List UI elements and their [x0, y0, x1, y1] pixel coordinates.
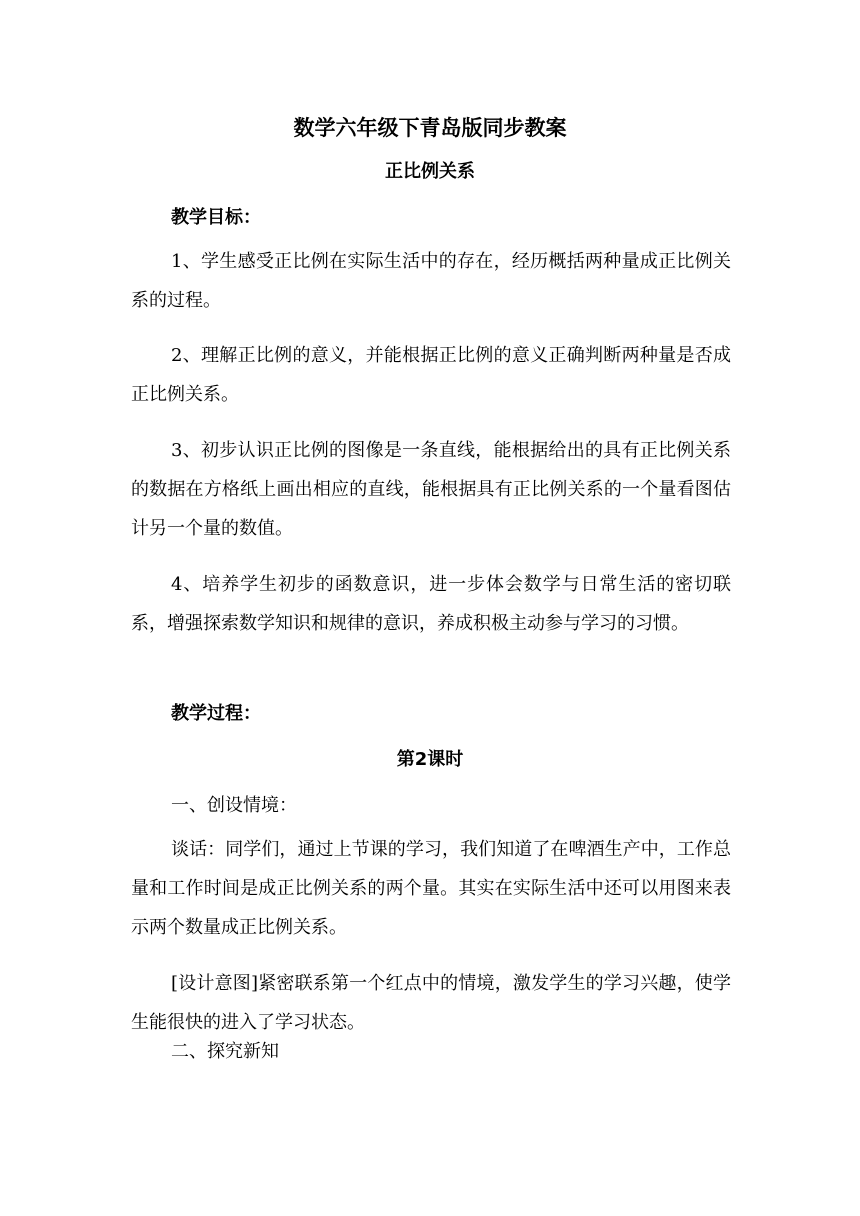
process-heading: 教学过程：	[171, 703, 261, 724]
objective-3: 3、初步认识正比例的图像是一条直线，能根据给出的具有正比例关系的数据在方格纸上画出相应的直线，能根据具有正比例关系的一个量看图估计另一个量的数值。	[131, 440, 731, 539]
section-heading-1: 一、创设情境：	[171, 795, 297, 816]
document-title: 数学六年级下青岛版同步教案	[293, 116, 567, 140]
design-intent-paragraph: [设计意图]紧密联系第一个红点中的情境，激发学生的学习兴趣，使学生能很快的进入了学习状态。	[131, 973, 731, 1033]
talk-paragraph: 谈话：同学们，通过上节课的学习，我们知道了在啤酒生产中，工作总量和工作时间是成正比例关系的两个量。其实在实际生活中还可以用图来表示两个数量成正比例关系。	[131, 839, 731, 938]
objectives-heading: 教学目标：	[171, 207, 261, 228]
objective-1: 1、学生感受正比例在实际生活中的存在，经历概括两种量成正比例关系的过程。	[131, 251, 731, 311]
period-title: 第2课时	[396, 749, 464, 770]
objective-4: 4、培养学生初步的函数意识，进一步体会数学与日常生活的密切联系，增强探索数学知识和规律的意识，养成积极主动参与学习的习惯。	[131, 574, 731, 634]
objective-2: 2、理解正比例的意义，并能根据正比例的意义正确判断两种量是否成正比例关系。	[131, 345, 731, 405]
section-heading-2: 二、探究新知	[171, 1041, 279, 1062]
lesson-title: 正比例关系	[385, 161, 475, 182]
